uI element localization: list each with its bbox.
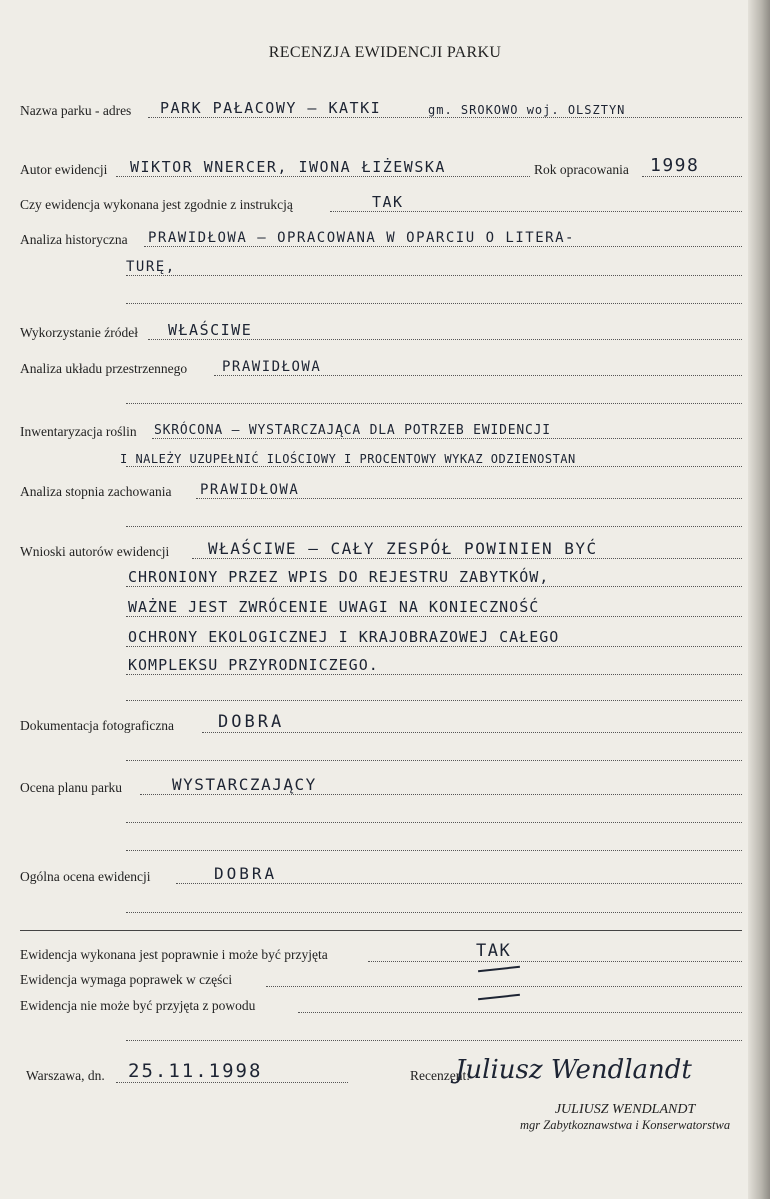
- document-title: RECENZJA EWIDENCJI PARKU: [268, 44, 502, 61]
- compliance-label: Czy ewidencja wykonana jest zgodnie z instrukcją: [20, 197, 293, 212]
- plants-label: Inwentaryzacja roślin: [20, 424, 137, 439]
- overall-dotted-line-2: [126, 912, 742, 913]
- conclusions-row-4: [20, 626, 742, 652]
- conclusions-line-5: KOMPLEKSU PRZYRODNICZEGO.: [128, 656, 379, 674]
- conclusions-dotted-line-6: [126, 700, 742, 701]
- author-row: [20, 156, 742, 182]
- conclusions-row-3: [20, 596, 742, 622]
- historical-row-2: [20, 255, 742, 281]
- verdict-accepted-dotted-line: [368, 961, 742, 962]
- verdict-accepted-label: Ewidencja wykonana jest poprawnie i może być przyjęta: [20, 947, 328, 962]
- spatial-row: [20, 355, 742, 381]
- verdict-rejected-label: Ewidencja nie może być przyjęta z powodu: [20, 998, 256, 1013]
- reviewer-label: Recenzent:: [410, 1068, 470, 1083]
- photo-label: Dokumentacja fotograficzna: [20, 718, 175, 733]
- conclusions-row: [20, 538, 742, 564]
- plan-dotted-line-2: [126, 822, 742, 823]
- conclusions-line-2: CHRONIONY PRZEZ WPIS DO REJESTRU ZABYTKÓW,: [128, 568, 550, 586]
- compliance-dotted-line: [330, 211, 742, 212]
- date-dotted-line: [116, 1082, 348, 1083]
- historical-dotted-line-2: [126, 275, 742, 276]
- verdict-corrections-label: Ewidencja wymaga poprawek w części: [20, 972, 233, 987]
- verdict-corrections-row: [20, 966, 742, 992]
- spatial-value: PRAWIDŁOWA: [222, 359, 322, 375]
- conclusions-row-5: [20, 654, 742, 680]
- park-address-value: gm. SROKOWO woj. OLSZTYN: [428, 103, 626, 117]
- condition-row-2: [20, 506, 742, 532]
- plants-line-1: SKRÓCONA – WYSTARCZAJĄCA DLA POTRZEB EWIDENCJI: [154, 423, 551, 438]
- author-dotted-line: [116, 176, 530, 177]
- plan-row-3: [20, 830, 742, 856]
- author-label: Autor ewidencji: [20, 162, 108, 177]
- verdict-accepted-value: TAK: [476, 941, 512, 961]
- reviewer-stamp: [520, 1102, 730, 1133]
- year-label: Rok opracowania: [534, 162, 629, 177]
- plants-dotted-line-2: [126, 466, 742, 467]
- sources-row: [20, 319, 742, 345]
- compliance-row: [20, 191, 742, 217]
- historical-row-3: [20, 283, 742, 309]
- conclusions-dotted-line-2: [126, 586, 742, 587]
- year-value: 1998: [650, 155, 700, 176]
- plan-dotted-line: [140, 794, 742, 795]
- historical-row: [20, 226, 742, 252]
- park-name-row: [20, 97, 742, 123]
- park-name-dotted-line: [148, 117, 742, 118]
- verdict-accepted-row: [20, 941, 742, 967]
- spatial-label: Analiza układu przestrzennego: [20, 361, 188, 376]
- conclusions-dotted-line: [192, 558, 742, 559]
- verdict-rejected-dotted-line-2: [126, 1040, 742, 1041]
- verdict-rejected-row-2: [20, 1020, 742, 1046]
- condition-row: [20, 478, 742, 504]
- historical-line-1: PRAWIDŁOWA – OPRACOWANA W OPARCIU O LITERA-: [148, 230, 575, 246]
- historical-dotted-line-3: [126, 303, 742, 304]
- reviewer-title: mgr Zabytkoznawstwa i Konserwatorstwa: [520, 1118, 731, 1132]
- overall-row: [20, 863, 742, 889]
- conclusions-row-6: [20, 680, 742, 706]
- conclusions-dotted-line-3: [126, 616, 742, 617]
- plants-row-2: [20, 446, 742, 472]
- spatial-dotted-line: [214, 375, 742, 376]
- photo-value: DOBRA: [218, 712, 285, 732]
- park-name-label: Nazwa parku - adres: [20, 103, 132, 118]
- condition-dotted-line-2: [126, 526, 742, 527]
- page-edge-shadow: [748, 0, 770, 1199]
- date-row: [20, 1062, 360, 1088]
- conclusions-line-1: WŁAŚCIWE – CAŁY ZESPÓŁ POWINIEN BYĆ: [208, 539, 598, 558]
- photo-dotted-line: [202, 732, 742, 733]
- condition-dotted-line: [196, 498, 742, 499]
- photo-row-2: [20, 740, 742, 766]
- plants-line-2: I NALEŻY UZUPEŁNIĆ ILOŚCIOWY I PROCENTOWY WYKAZ ODZIENOSTAN: [120, 452, 576, 466]
- conclusions-dotted-line-4: [126, 646, 742, 647]
- park-name-value: PARK PAŁACOWY – KATKI: [160, 99, 382, 117]
- historical-label: Analiza historyczna: [20, 232, 128, 247]
- historical-dotted-line: [144, 246, 742, 247]
- overall-label: Ogólna ocena ewidencji: [20, 869, 151, 884]
- place-label: Warszawa, dn.: [26, 1068, 105, 1083]
- condition-value: PRAWIDŁOWA: [200, 482, 300, 498]
- photo-dotted-line-2: [126, 760, 742, 761]
- verdict-rejected-dotted-line: [298, 1012, 742, 1013]
- date-value: 25.11.1998: [128, 1060, 263, 1082]
- conclusions-row-2: [20, 566, 742, 592]
- plan-row: [20, 774, 742, 800]
- conclusions-line-4: OCHRONY EKOLOGICZNEJ I KRAJOBRAZOWEJ CAŁEGO: [128, 628, 560, 646]
- historical-line-2: TURĘ,: [126, 259, 176, 275]
- sources-dotted-line: [148, 339, 742, 340]
- spatial-dotted-line-2: [126, 403, 742, 404]
- plan-dotted-line-3: [126, 850, 742, 851]
- plants-row: [20, 418, 742, 444]
- compliance-value: TAK: [372, 193, 404, 211]
- plan-label: Ocena planu parku: [20, 780, 122, 795]
- reviewer-name: JULIUSZ WENDLANDT: [554, 1102, 696, 1117]
- conclusions-line-3: WAŻNE JEST ZWRÓCENIE UWAGI NA KONIECZNOŚĆ: [128, 598, 540, 616]
- verdict-rejected-row: [20, 992, 742, 1018]
- overall-dotted-line: [176, 883, 742, 884]
- overall-value: DOBRA: [214, 864, 278, 883]
- author-value: WIKTOR WNERCER, IWONA ŁIŻEWSKA: [130, 158, 446, 176]
- plan-value: WYSTARCZAJĄCY: [172, 775, 317, 794]
- sources-value: WŁAŚCIWE: [168, 321, 253, 339]
- condition-label: Analiza stopnia zachowania: [20, 484, 172, 499]
- sources-label: Wykorzystanie źródeł: [20, 325, 139, 340]
- year-dotted-line: [642, 176, 742, 177]
- photo-row: [20, 712, 742, 738]
- spatial-row-2: [20, 383, 742, 409]
- verdict-corrections-dotted-line: [266, 986, 742, 987]
- plan-row-2: [20, 802, 742, 828]
- plants-dotted-line: [152, 438, 742, 439]
- conclusions-label: Wnioski autorów ewidencji: [20, 544, 170, 559]
- overall-row-2: [20, 892, 742, 918]
- reviewer-signature: Juliusz Wendlandt: [455, 1055, 692, 1085]
- conclusions-dotted-line-5: [126, 674, 742, 675]
- section-divider: [20, 930, 742, 931]
